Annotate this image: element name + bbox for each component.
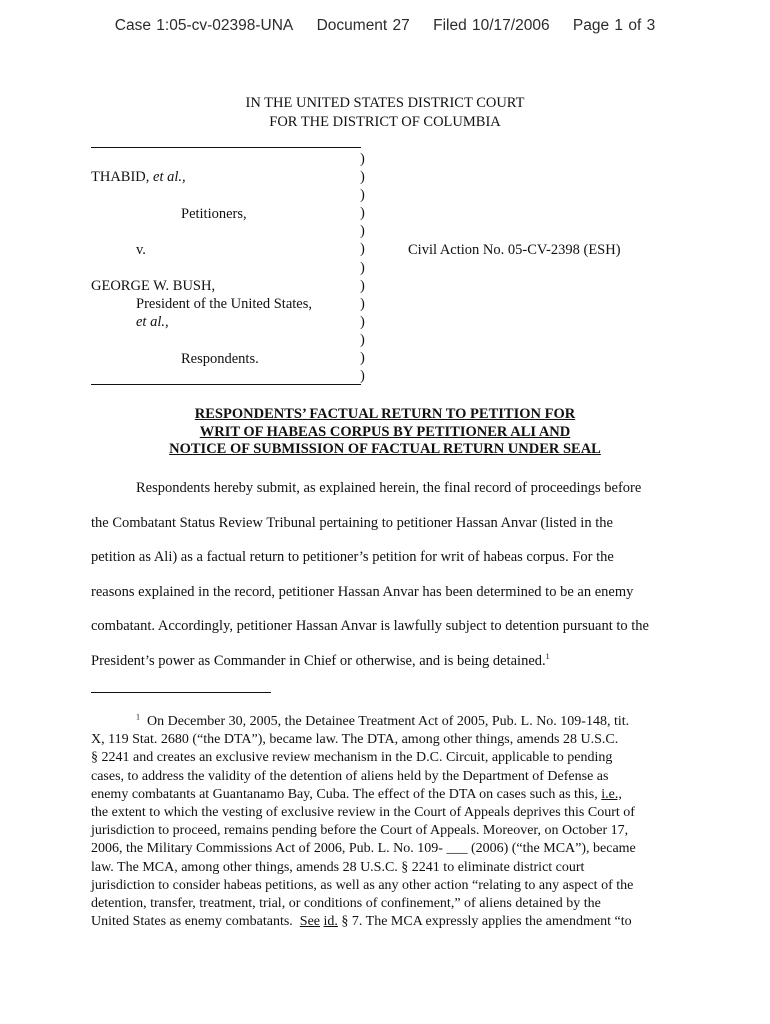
filed-date: Filed 10/17/2006	[433, 17, 550, 34]
respondent-name: GEORGE W. BUSH,	[91, 278, 216, 294]
footnote-marker: 1	[136, 712, 140, 722]
footnote-line: § 2241 and creates an exclusive review mechanism in the D.C. Circuit, applicable to pending	[91, 750, 613, 766]
versus: v.	[136, 242, 146, 258]
body-line: combatant. Accordingly, petitioner Hassan Anvar is lawfully subject to detention pursuant to the	[91, 618, 649, 635]
footnote-line: United States as enemy combatants. See id. § 7. The MCA expressly applies the amendment “to	[91, 914, 632, 930]
petitioners-label: Petitioners,	[181, 206, 247, 222]
footnote: $^1$ On December 30, 2005, the Detainee Treatment Act of 2005, Pub. L. No. 109-148, tit. X, 119 Stat. 2680 (“the DTA”), became law. The DTA, among other things, amends 28 U.S.C. § 2241 and creates an exclusive review mechanism in the D.C. Circuit, applicable to pending cases, to address the validity of the detention of aliens held by the Department of Defense as enemy combatants at Guantanamo Bay, Cuba. The effect of the DTA on cases such as this, i.e., the extent to which the vesting of exclusive review in the Court of Appeals deprives this Court of jurisdiction to proceed, remains pending before the Court of Appeals. Moreover, on October 17, 2006, the Military Commissions Act of 2006, Pub. L. No. 109- ___ (2006) (“the MCA”), became law. The MCA, among other things, amends 28 U.S.C. § 2241 to eliminate district court jurisdiction to consider habeas petitions, as well as any other action “relating to any aspect of the detention, transfer, treatment, trial, or conditions of confinement,” of aliens detained by the United States as enemy combatants. See id. § 7. The MCA expressly applies the amendment “to	[91, 713, 680, 931]
footnote-line: law. The MCA, among other things, amends 28 U.S.C. § 2241 to eliminate district court	[91, 859, 585, 875]
respondent-title: President of the United States,	[136, 296, 312, 312]
body-line: reasons explained in the record, petitioner Hassan Anvar has been determined to be an enemy	[91, 583, 634, 600]
footnote-line: detention, transfer, treatment, trial, or conditions of confinement,” of aliens detained by the	[91, 896, 601, 912]
case-number: Case 1:05-cv-02398-UNA	[114, 17, 294, 34]
body-line: Respondents hereby submit, as explained herein, the final record of proceedings before	[136, 480, 642, 496]
court-line-1: IN THE UNITED STATES DISTRICT COURT	[245, 95, 525, 111]
title-line-2: WRIT OF HABEAS CORPUS BY PETITIONER ALI AND	[199, 423, 571, 440]
body-line: the Combatant Status Review Tribunal pertaining to petitioner Hassan Anvar (listed in the	[91, 514, 613, 531]
body-paragraph	[91, 471, 680, 679]
caption-paren-column: ) ) ) ) ) ) ) ) ) ) ) ) )	[360, 151, 365, 385]
document-title	[0, 406, 770, 459]
civil-action-number: Civil Action No. 05-CV-2398 (ESH)	[408, 242, 621, 258]
footnote-line: cases, to address the validity of the detention of aliens held by the Department of Defense as	[91, 768, 609, 784]
title-line-1: RESPONDENTS’ FACTUAL RETURN TO PETITION FOR	[194, 406, 576, 422]
body-line: petition as Ali) as a factual return to petitioner’s petition for writ of habeas corpus. For the	[91, 549, 614, 566]
respondent-etal: et al.,	[136, 314, 169, 330]
petitioner-name: THABID, et al.,	[91, 169, 186, 185]
caption-bottom-rule	[91, 384, 361, 385]
body-line-last: President’s power as Commander in Chief or otherwise, and is being detained.$^1$	[91, 652, 550, 669]
court-line-2: FOR THE DISTRICT OF COLUMBIA	[269, 114, 501, 130]
footnote-separator	[91, 692, 271, 693]
footnote-line: jurisdiction to proceed, remains pending before the Court of Appeals. Moreover, on October 17,	[91, 823, 629, 839]
footnote-line: jurisdiction to consider habeas petitions, as well as any other action “relating to any aspect of the	[91, 877, 634, 893]
caption-top-rule	[91, 147, 361, 148]
court-name	[0, 94, 770, 132]
footnote-reference: 1	[545, 652, 550, 662]
page-number: Page 1 of 3	[572, 17, 656, 34]
document-header	[0, 17, 770, 35]
respondents-label: Respondents.	[181, 351, 259, 367]
footnote-line: enemy combatants at Guantanamo Bay, Cuba. The effect of the DTA on cases such as this, i.e.,	[91, 786, 622, 802]
footnote-line: 2006, the Military Commissions Act of 2006, Pub. L. No. 109- ___ (2006) (“the MCA”), became	[91, 841, 636, 857]
footnote-line: the extent to which the vesting of exclusive review in the Court of Appeals deprives this Court of	[91, 805, 635, 821]
title-line-3: NOTICE OF SUBMISSION OF FACTUAL RETURN UNDER SEAL	[169, 441, 601, 457]
document-number: Document 27	[316, 17, 410, 34]
footnote-line: X, 119 Stat. 2680 (“the DTA”), became law. The DTA, among other things, amends 28 U.S.C.	[91, 732, 619, 748]
